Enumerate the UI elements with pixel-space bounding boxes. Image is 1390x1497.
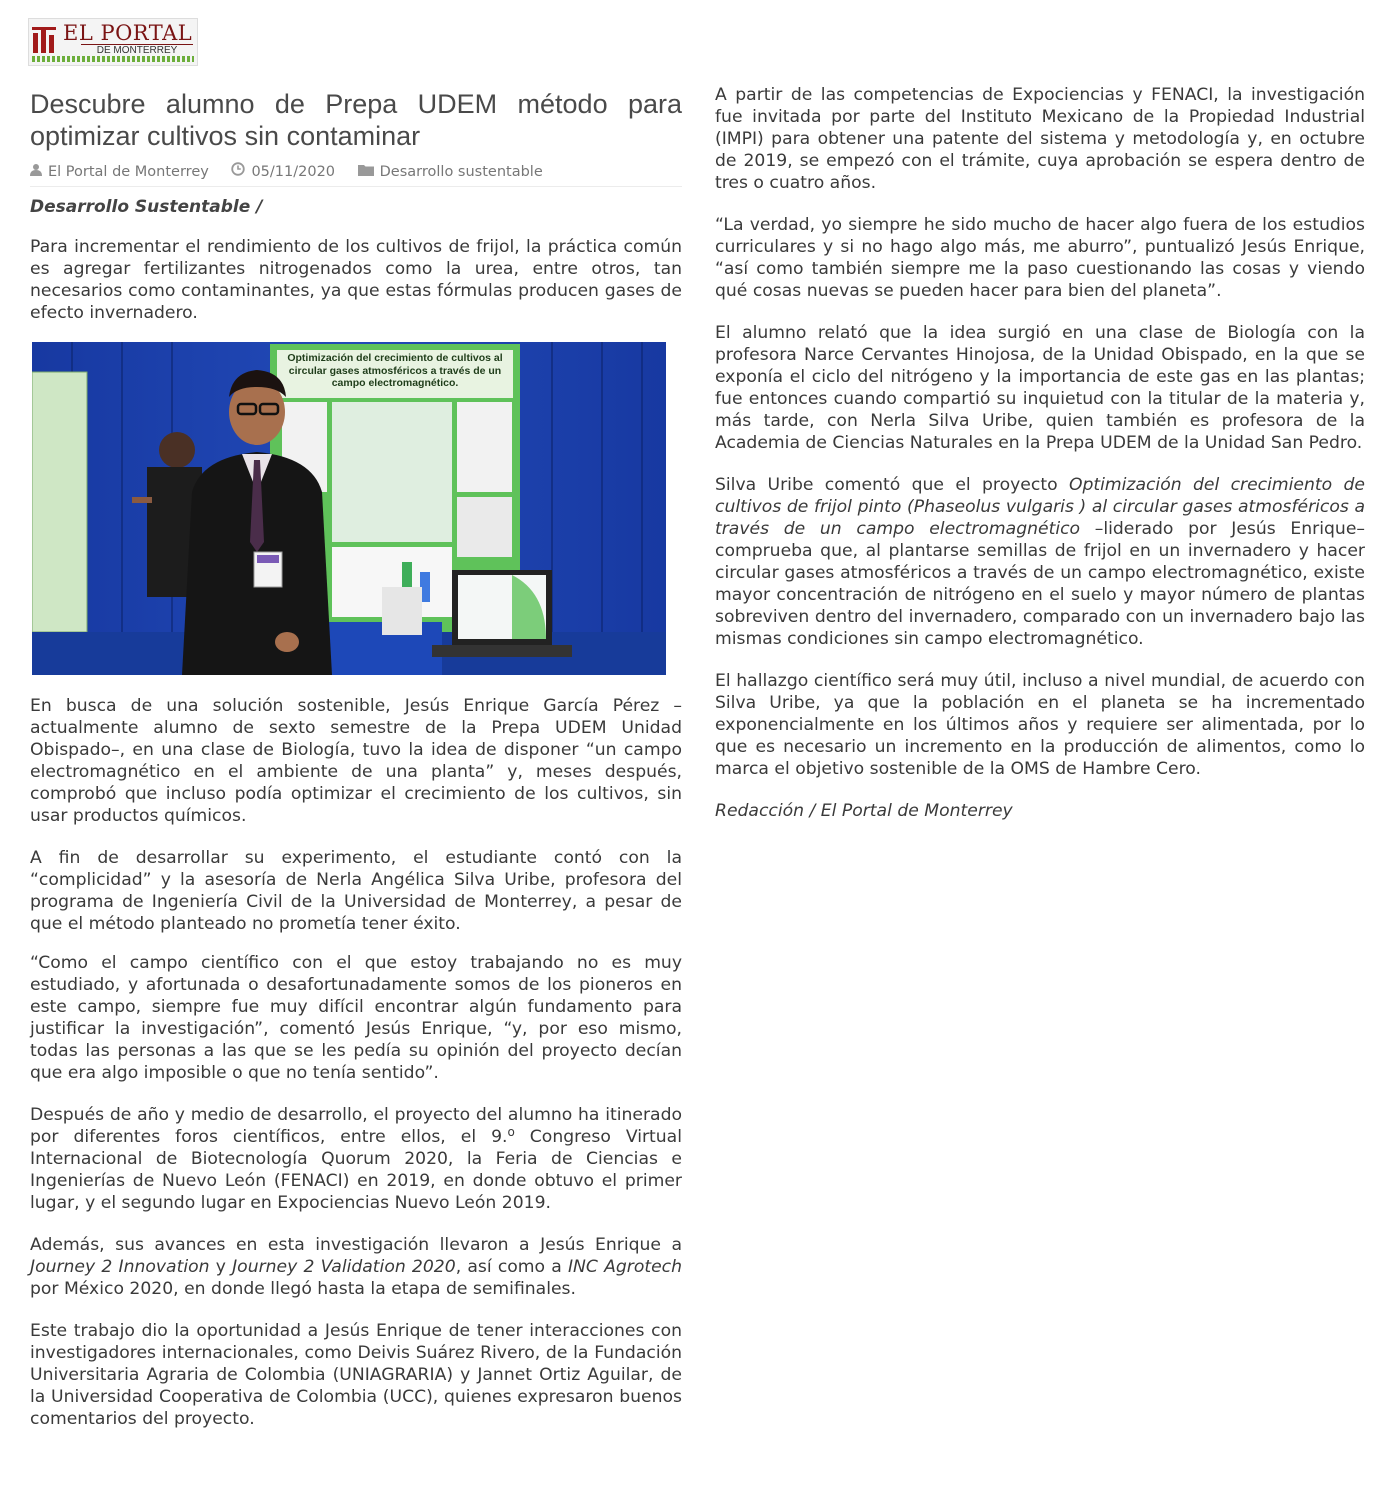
folder-icon	[358, 163, 374, 176]
paragraph-text: Silva Uribe comentó que el proyecto	[715, 475, 1069, 495]
paragraph-text: –liderado por Jesús Enrique– comprueba que, al plantarse semillas de frijol en un invernadero y hacer circular gases atmosféricos a través de un campo electromagnético, existe mayor concentración de nitrógeno en el suelo y mayor número de plantas sobreviven dentro del invernadero, comparado con un invernadero bajo las mismas condiciones sin campo electromagnético.	[715, 519, 1365, 649]
site-logo[interactable]	[28, 18, 198, 66]
paragraph-text: Después de año y medio de desarrollo, el proyecto del alumno ha itinerado por diferentes foros científicos, entre ellos, el 9.	[30, 1105, 682, 1147]
article-paragraph: A partir de las competencias de Expociencias y FENACI, la investigación fue invitada por parte del Instituto Mexicano de la Propiedad Industrial (IMPI) para obtener una patente del sistema y metodología y, en octubre de 2019, se empezó con el trámite, cuya aprobación se espera dentro de tres o cuatro años.	[715, 85, 1365, 193]
paragraph-text: Además, sus avances en esta investigación llevaron a Jesús Enrique a	[30, 1235, 682, 1255]
meta-date	[231, 162, 335, 180]
article-paragraph	[715, 474, 1365, 650]
paragraph-text: y	[209, 1257, 233, 1277]
article-left-column	[30, 88, 682, 1430]
meta-author[interactable]	[30, 163, 209, 180]
program-name: INC Agrotech	[567, 1257, 683, 1277]
article-paragraph: En busca de una solución sostenible, Jesús Enrique García Pérez –actualmente alumno de sexto semestre de la Prepa UDEM Unidad Obispado–, en una clase de Biología, tuvo la idea de disponer “un campo electromagnético en el ambiente de una planta” y, meses después, comprobó que incluso podía optimizar el crecimiento de los cultivos, sin usar productos químicos.	[30, 696, 682, 826]
program-name: Journey 2 Innovation	[30, 1257, 210, 1277]
project-title: Optimización del crecimiento de cultivos de frijol pinto (Phaseolus vulgaris ) al circular gases atmosféricos a través de un campo electromagnético	[715, 475, 1365, 539]
paragraph-text: , así como a	[455, 1257, 568, 1277]
meta-date-label: 05/11/2020	[251, 164, 336, 180]
article-meta	[30, 162, 682, 187]
article-paragraph: Este trabajo dio la oportunidad a Jesús Enrique de tener interacciones con investigadores internacionales, como Deivis Suárez Rivero, de la Fundación Universitaria Agraria de Colombia (UNIAGRARIA) y Jannet Ortiz Aguilar, de la Universidad Cooperativa de Colombia (UCC), quienes expresaron buenos comentarios del proyecto.	[30, 1321, 682, 1429]
article-paragraph: El alumno relató que la idea surgió en una clase de Biología con la profesora Narce Cervantes Hinojosa, de la Unidad Obispado, en la que se exponía el ciclo del nitrógeno y la importancia de este gas en las plantas; fue entonces cuando compartió su inquietud con la titular de la materia y, más tarde, con Nerla Silva Uribe, quien también es profesora de la Academia de Ciencias Naturales en la Prepa UDEM de la Unidad San Pedro.	[715, 323, 1365, 453]
logo-subtitle: DE MONTERREY	[81, 44, 193, 57]
article-right-column	[715, 84, 1365, 822]
article-photo	[32, 342, 666, 675]
meta-category[interactable]	[358, 163, 543, 180]
paragraph-text: por México 2020, en donde llegó hasta la etapa de semifinales.	[30, 1279, 576, 1299]
photo-illustration	[32, 342, 666, 675]
logo-grass-decoration	[32, 56, 194, 62]
article-paragraph	[30, 1234, 682, 1300]
paragraph-text: Congreso Virtual Internacional de Biotecnología Quorum 2020, la Feria de Ciencias e Ingenierías de Nuevo León (FENACI) en 2019, en donde obtuvo el primer lugar, y el segundo lugar en Expociencias Nuevo León 2019.	[30, 1127, 682, 1213]
article-lead: Para incrementar el rendimiento de los cultivos de frijol, la práctica común es agregar fertilizantes nitrogenados como la urea, entre otros, tan necesarios como contaminantes, ya que estas fórmulas producen gases de efecto invernadero.	[30, 237, 682, 323]
article-paragraph	[30, 1104, 682, 1214]
article-signature: Redacción / El Portal de Monterrey	[715, 801, 1013, 821]
article-paragraph: El hallazgo científico será muy útil, incluso a nivel mundial, de acuerdo con Silva Uribe, ya que la población en el planeta se ha incrementado exponencialmente en los últimos años y requiere ser alimentada, por lo que es necesario un incremento en la producción de alimentos, como lo marca el objetivo sostenible de la OMS de Hambre Cero.	[715, 671, 1365, 779]
article-paragraph: “La verdad, yo siempre he sido mucho de hacer algo fuera de los estudios curriculares y si no hago algo más, me aburro”, puntualizó Jesús Enrique, “así como también siempre me la paso cuestionando las cosas y viendo qué cosas nuevas se pueden hacer para bien del planeta”.	[715, 215, 1365, 301]
article-kicker: Desarrollo Sustentable /	[30, 197, 263, 217]
poster-title: Optimización del crecimiento de cultivos al circular gases atmosféricos a través de un campo electromagnético.	[287, 352, 503, 389]
user-icon	[30, 163, 42, 176]
article-paragraph: “Como el campo científico con el que estoy trabajando no es muy estudiado, y afortunada o desafortunadamente somos de los pioneros en este campo, siempre fue muy difícil encontrar algún fundamento para justificar la investigación”, comentó Jesús Enrique, “y, por eso mismo, todas las personas a las que se les pedía su opinión del proyecto decían que era algo imposible o que no tenía sentido”.	[30, 953, 682, 1083]
logo-name: EL PORTAL	[63, 21, 193, 45]
article-title[interactable]: Descubre alumno de Prepa UDEM método para optimizar cultivos sin contaminar	[30, 89, 682, 151]
meta-category-label: Desarrollo sustentable	[379, 164, 543, 180]
meta-author-label: El Portal de Monterrey	[48, 164, 209, 180]
logo-building-icon	[32, 25, 60, 55]
article-paragraph: A fin de desarrollar su experimento, el estudiante contó con la “complicidad” y la asesoría de Nerla Angélica Silva Uribe, profesora del programa de Ingeniería Civil de la Universidad de Monterrey, a pesar de que el método planteado no prometía tener éxito.	[30, 848, 682, 934]
program-name: Journey 2 Validation 2020	[232, 1257, 456, 1277]
clock-icon	[231, 162, 245, 176]
ordinal-superscript: o	[507, 1125, 515, 1139]
